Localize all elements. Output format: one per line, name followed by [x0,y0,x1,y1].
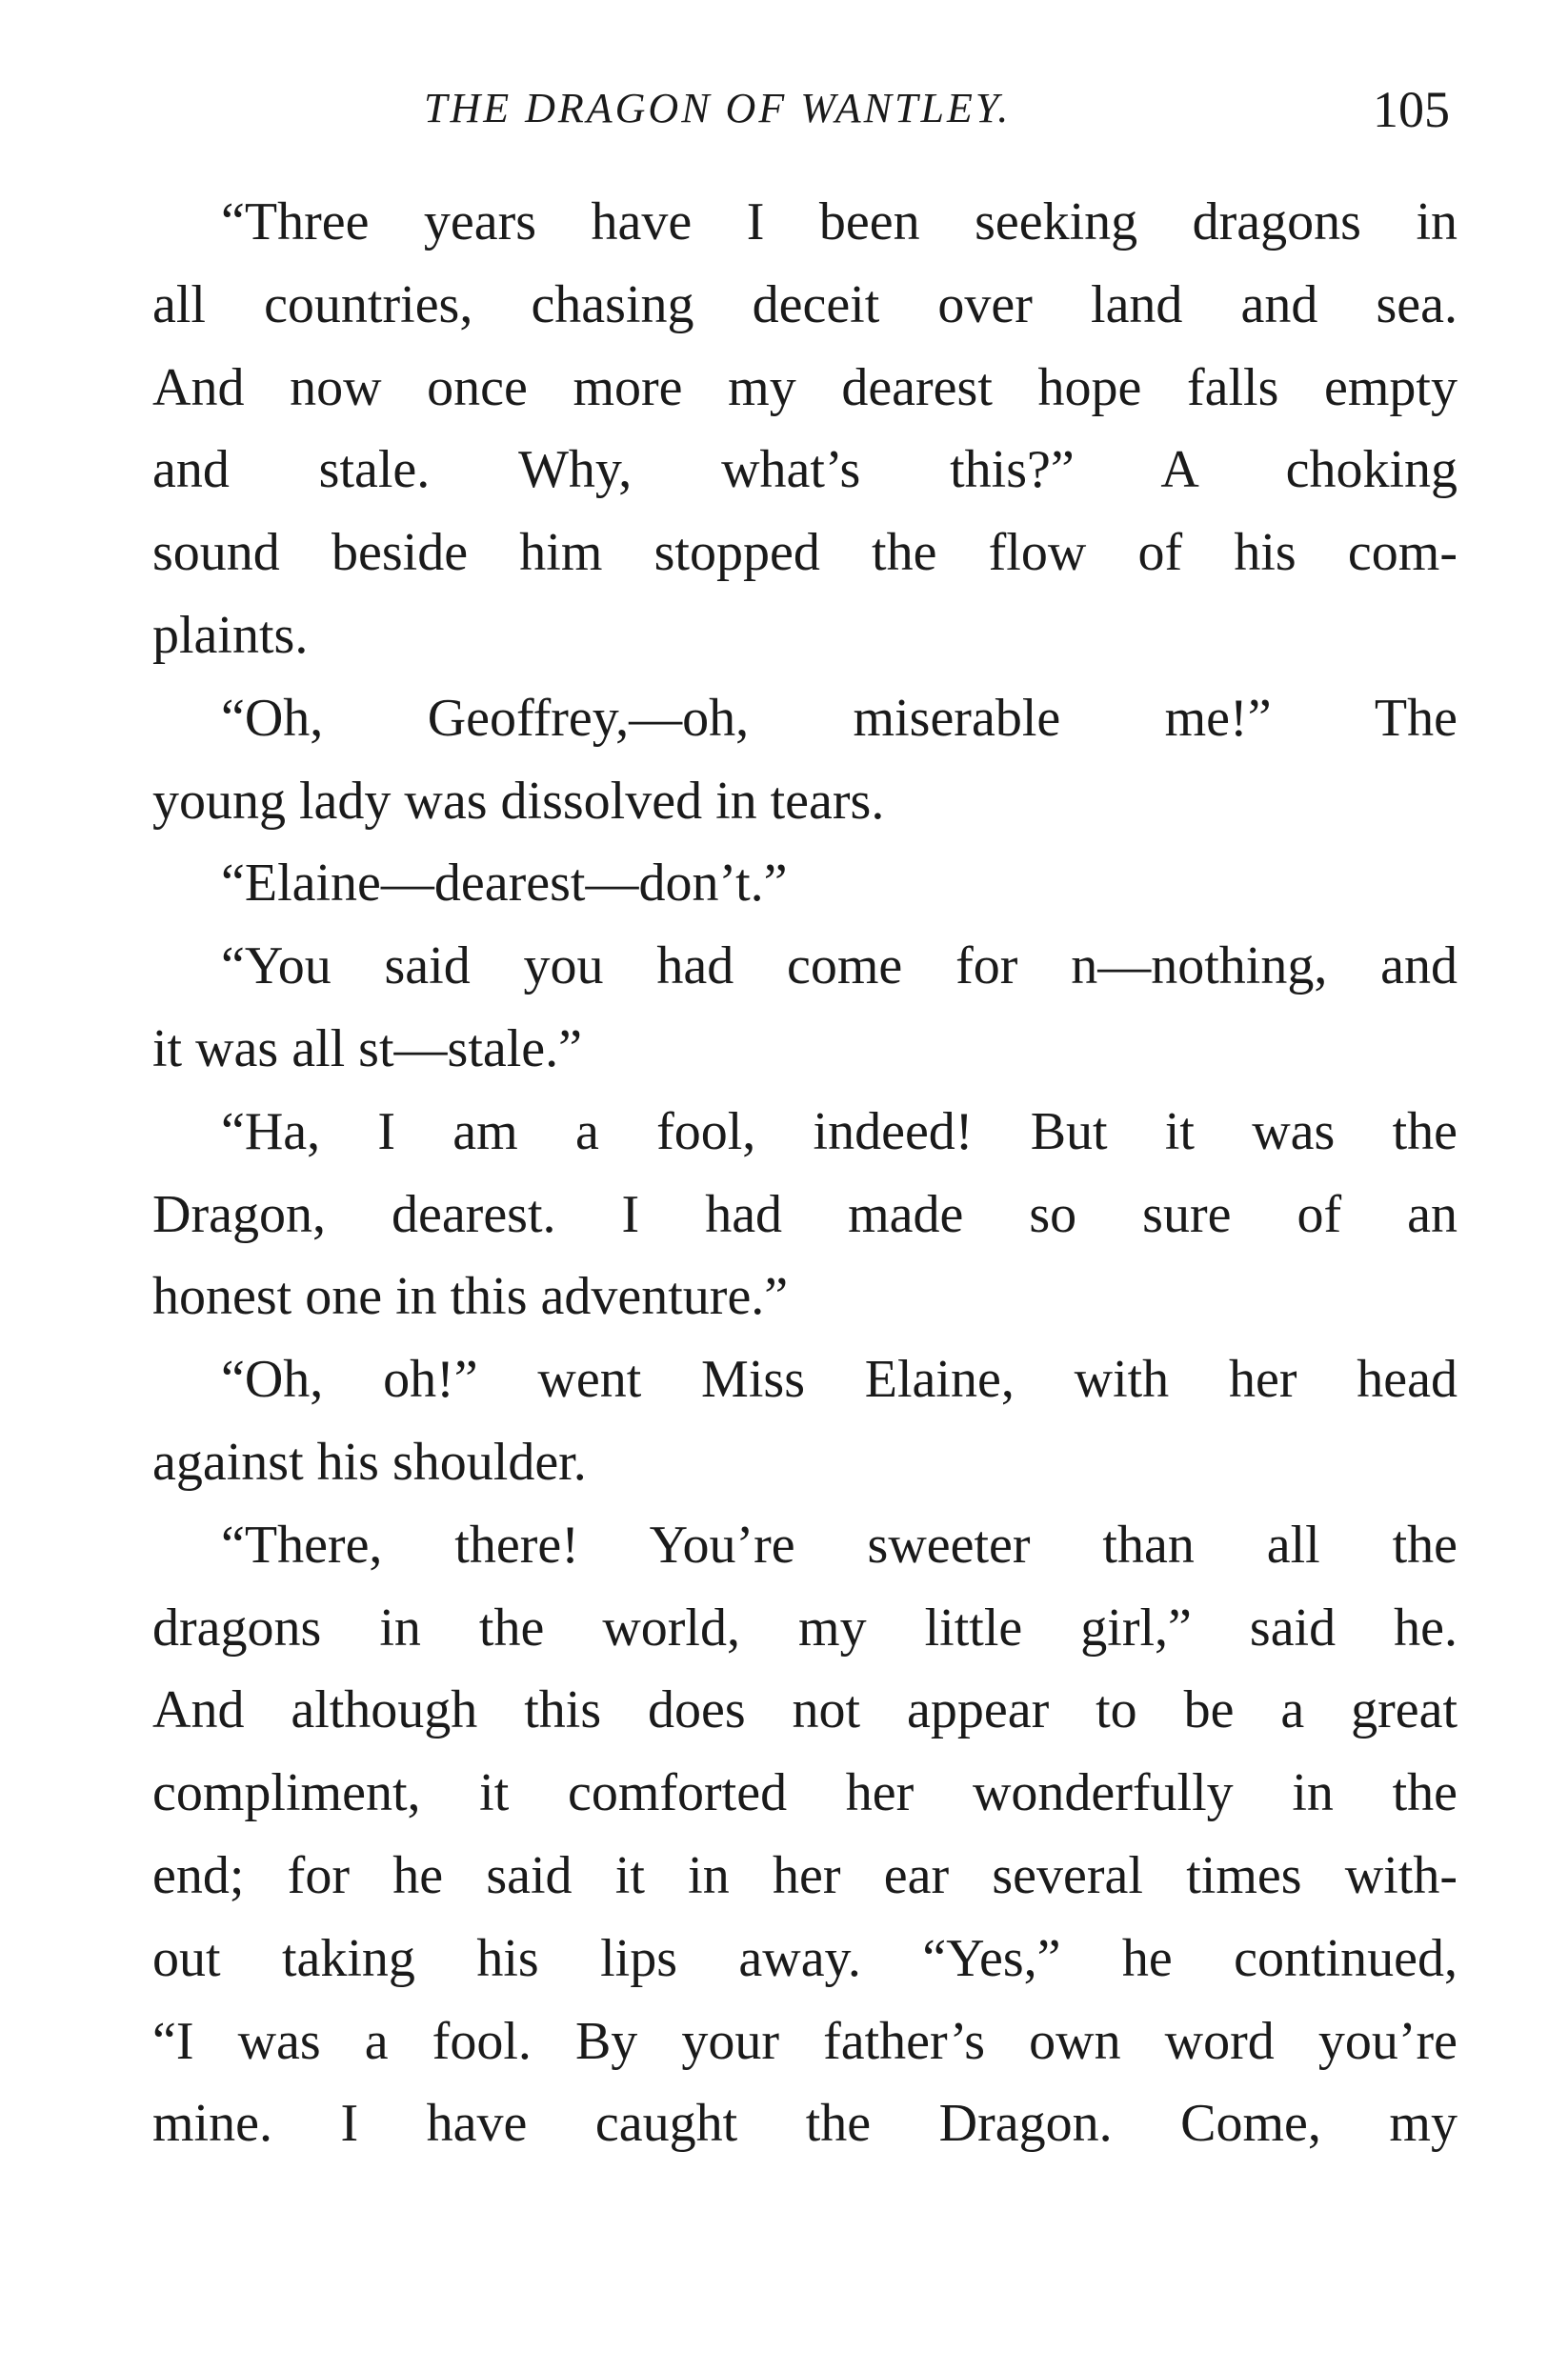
text-line: “There, there! You’re sweeter than all the [221,1515,1457,1575]
text-line: honest one in this adventure.” [152,1267,789,1327]
text-line: compliment, it comforted her wonderfully in the [152,1763,1457,1823]
text-line: plaints. [152,605,309,665]
text-line: against his shoulder. [152,1432,587,1492]
text-line: sound beside him stopped the flow of his com- [152,523,1457,583]
text-line: out taking his lips away. “Yes,” he continued, [152,1928,1457,1988]
page-number: 105 [1373,81,1450,138]
text-line: end; for he said it in her ear several times with- [152,1845,1457,1905]
text-line: dragons in the world, my little girl,” said he. [152,1598,1457,1658]
text-line: And now once more my dearest hope falls empty [152,357,1457,417]
text-line: And although this does not appear to be a great [152,1680,1457,1740]
text-line: “Oh, oh!” went Miss Elaine, with her head [221,1350,1457,1410]
body-text [152,181,1457,2165]
text-line: Dragon, dearest. I had made so sure of an [152,1184,1457,1244]
running-title: THE DRAGON OF WANTLEY. [424,85,1012,131]
text-line: “Oh, Geoffrey,—oh, miserable me!” The [221,688,1457,748]
text-line: young lady was dissolved in tears. [152,771,885,831]
text-line: all countries, chasing deceit over land and sea. [152,274,1457,334]
text-line: it was all st—stale.” [152,1018,583,1078]
text-line: “You said you had come for n—nothing, and [221,936,1457,996]
text-line: “Elaine—dearest—don’t.” [221,854,788,914]
text-line: mine. I have caught the Dragon. Come, my [152,2094,1457,2154]
text-line: “Ha, I am a fool, indeed! But it was the [221,1101,1457,1161]
text-line: “I was a fool. By your father’s own word you’re [152,2011,1457,2071]
text-line: “Three years have I been seeking dragons in [221,192,1457,251]
text-line: and stale. Why, what’s this?” A choking [152,440,1457,500]
